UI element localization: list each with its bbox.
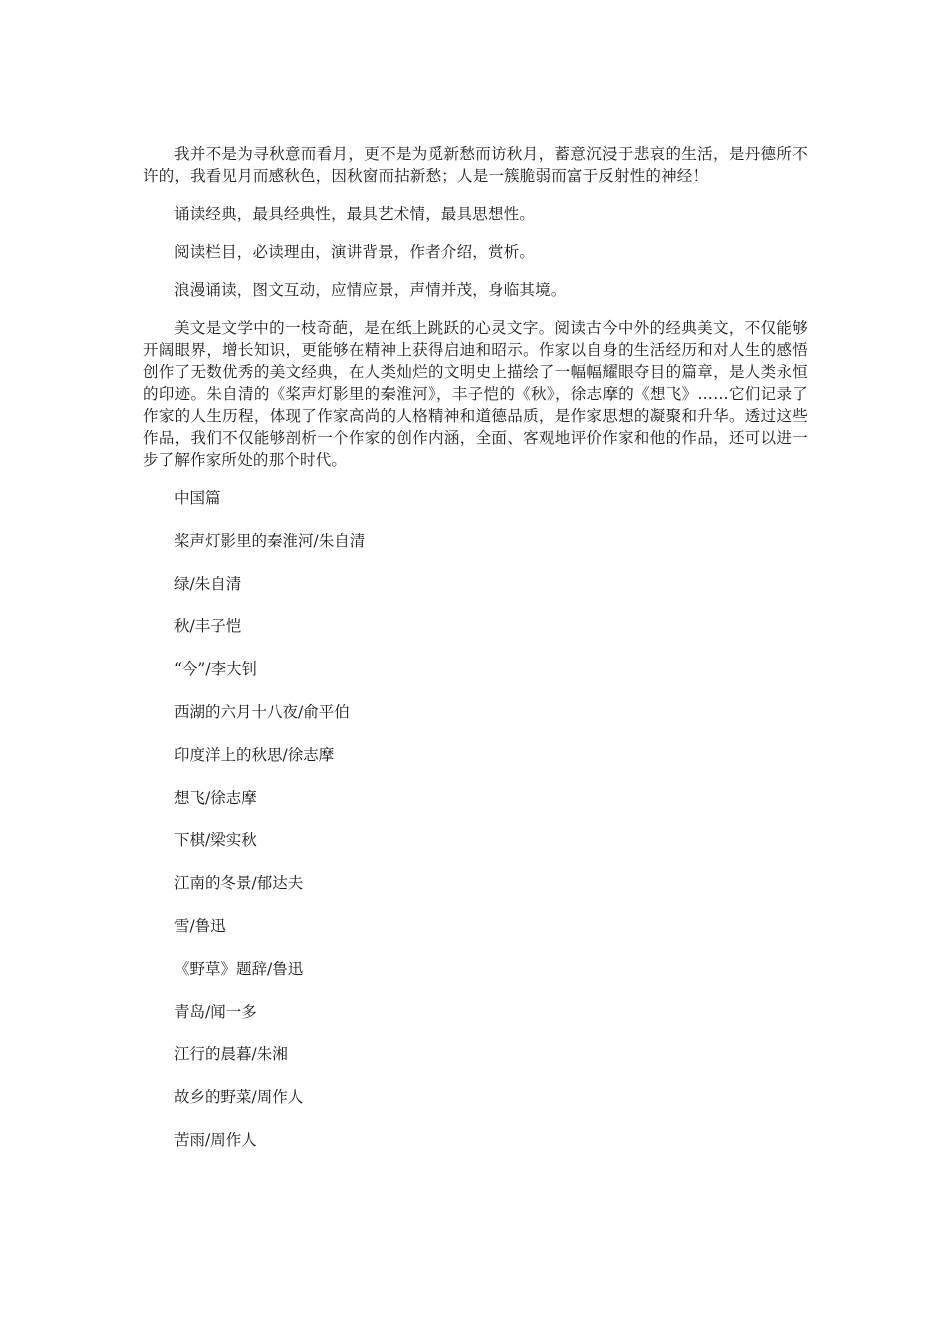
- list-item: 印度洋上的秋思/徐志摩: [174, 745, 335, 764]
- list-item: 绿/朱自清: [174, 574, 242, 593]
- list-item: 桨声灯影里的秦淮河/朱自清: [174, 531, 366, 550]
- list-item: 雪/鲁迅: [174, 916, 226, 935]
- list-item: 《野草》题辞/鲁迅: [174, 959, 304, 978]
- slogan-paragraph: 诵读经典，最具经典性，最具艺术情，最具思想性。: [174, 205, 536, 223]
- list-item: 故乡的野菜/周作人: [174, 1088, 304, 1107]
- list-item: 江行的晨暮/朱湘: [174, 1045, 288, 1064]
- columns-paragraph: 阅读栏目，必读理由，演讲背景，作者介绍，赏析。: [174, 243, 536, 261]
- list-item: 江南的冬景/郁达夫: [174, 874, 304, 893]
- list-item: 西湖的六月十八夜/俞平伯: [174, 702, 350, 721]
- list-item: 青岛/闻一多: [174, 1002, 257, 1021]
- list-item: 秋/丰子恺: [174, 617, 242, 636]
- list-item: 想飞/徐志摩: [174, 788, 257, 807]
- intro-paragraph: 我并不是为寻秋意而看月，更不是为觅新愁而访秋月，蓄意沉浸于悲哀的生活，是丹德所不许的，我看见月而感秋色，因秋窗而拈新愁；人是一簇脆弱而富于反射性的神经！: [143, 145, 808, 185]
- list-item: 下棋/梁实秋: [174, 831, 257, 850]
- list-item: “今”/李大钊: [174, 660, 258, 679]
- document-page: [143, 143, 808, 1172]
- preface-paragraph: 美文是文学中的一枝奇葩，是在纸上跳跃的心灵文字。阅读古今中外的经典美文，不仅能够开阔眼界，增长知识，更能够在精神上获得启迪和昭示。作家以自身的生活经历和对人生的感悟创作了无数优秀的美文经典，在人类灿烂的文明史上描绘了一幅幅耀眼夺目的篇章，是人类永恒的印迹。朱自清的《桨声灯影里的秦淮河》，丰子恺的《秋》，徐志摩的《想飞》……它们记录了作家的人生历程，体现了作家高尚的人格精神和道德品质，是作家思想的凝聚和升华。透过这些作品，我们不仅能够剖析一个作家的创作内涵，全面、客观地评价作家和他的作品，还可以进一步了解作家所处的那个时代。: [143, 319, 808, 469]
- section-heading: 中国篇: [174, 489, 221, 507]
- reading-paragraph: 浪漫诵读，图文互动，应情应景，声情并茂，身临其境。: [174, 281, 567, 299]
- list-item: 苦雨/周作人: [174, 1130, 257, 1149]
- contents-list: [143, 487, 808, 1151]
